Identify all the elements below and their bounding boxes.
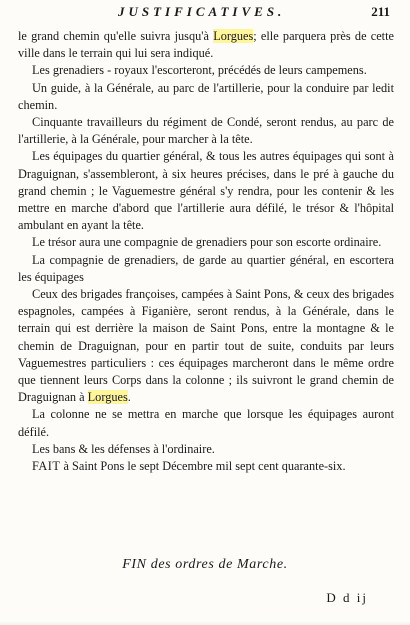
closing-line: FIN des ordres de Marche. <box>122 557 288 572</box>
text-segment: Le trésor aura une compagnie de grenadiers pour son escorte ordinaire. <box>32 235 382 250</box>
highlighted-term: Lorgues <box>87 390 128 405</box>
text-segment: La colonne ne se mettra en marche que lorsque les équipages auront défilé. <box>18 407 394 439</box>
paragraph <box>18 406 394 440</box>
text-segment: Les équipages du quartier général, & tous les autres équipages qui sont à Draguignan, s'assembleront, à six heures précises, dans le pré à gauche du grand chemin ; le Vaguemestre général s'y rendra, pour les contenir & les mettre en marche d'abord que l'artillerie aura défilé, le trésor & l'hôpital ambulant en ayant la tête. <box>18 149 394 233</box>
smallcaps-word: FAIT <box>32 459 61 474</box>
text-segment: Les grenadiers - royaux l'escorteront, précédés de leurs campemens. <box>32 63 367 78</box>
text-segment: . <box>127 390 131 405</box>
text-segment: ; elle parquera près de cette ville dans le terrain qui lui sera indiqué. <box>18 29 394 61</box>
paragraph <box>18 28 394 62</box>
paragraph <box>18 441 394 458</box>
highlighted-term: Lorgues <box>213 29 254 43</box>
text-segment: Ceux des brigades françoises, campées à Saint Pons, & ceux des brigades espagnoles, campées à Figanière, seront rendus, à la Générale, dans le terrain qui est derrière la maison de Saint Pons, entre la montagne & le chemin de Draguignan, pour en partir tout de suite, conduits par leurs Vaguemestres particuliers : ces équipages marcheront dans le même ordre que tiennent leurs Corps dans la colonne ; ils suivront le grand chemin de Draguignan à <box>18 287 394 405</box>
paragraph <box>18 148 394 234</box>
paragraph <box>18 62 394 79</box>
running-head: JUSTIFICATIVES. <box>118 4 286 19</box>
page-bottom-edge <box>0 620 410 625</box>
page-header <box>0 4 410 24</box>
text-segment: La compagnie de grenadiers, de garde au quartier général, en escortera les équipages <box>18 252 394 284</box>
text-segment: Cinquante travailleurs du régiment de Condé, seront rendus, au parc de l'artillerie, à la Générale, pour marcher à la tête. <box>18 115 394 147</box>
signature-mark: D d ij <box>326 590 368 605</box>
text-segment: à Saint Pons le sept Décembre mil sept cent quarante-six. <box>60 459 346 474</box>
text-segment: le grand chemin qu'elle suivra jusqu'à <box>18 29 214 43</box>
page-number: 211 <box>371 4 390 19</box>
text-segment: Un guide, à la Générale, au parc de l'artillerie, pour la conduire par ledit chemin. <box>18 80 394 112</box>
paragraph <box>18 286 394 406</box>
paragraph <box>18 234 394 251</box>
paragraph <box>18 80 394 114</box>
paragraph <box>18 458 394 475</box>
paragraph <box>18 114 394 148</box>
body-text <box>18 28 394 475</box>
paragraph <box>18 252 394 286</box>
text-segment: Les bans & les défenses à l'ordinaire. <box>32 441 215 456</box>
